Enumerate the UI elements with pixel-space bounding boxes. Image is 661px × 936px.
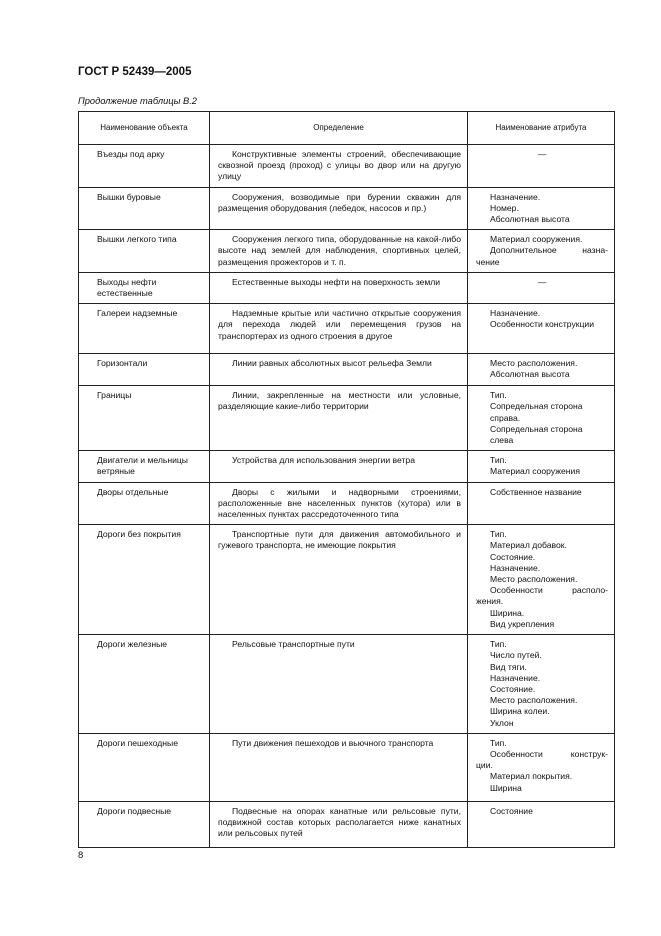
object-name-cell: Двигатели и мельницы ветряные [79, 451, 210, 482]
table-row [79, 272, 615, 303]
object-name-cell: Въезды под арку [79, 145, 210, 188]
page-number: 8 [78, 850, 84, 861]
attribute-item: Ширина колеи. [490, 706, 550, 717]
table-row [79, 635, 615, 734]
attribute-item: Дополнительное назна- [490, 245, 608, 256]
definition-cell: Естественные выходы нефти на поверхность земли [210, 272, 468, 303]
attribute-item: Тип. [490, 390, 507, 401]
object-name-cell: Дороги железные [79, 635, 210, 734]
column-header-object: Наименование объекта [79, 112, 210, 145]
attribute-item: справа. [490, 412, 521, 423]
attribute-item: Назначение. [490, 672, 541, 683]
definition-cell: Линии равных абсолютных высот рельефа Земли [210, 354, 468, 386]
table-row [79, 230, 615, 273]
attribute-cell [468, 386, 615, 451]
attribute-item: Материал сооружения [490, 466, 580, 477]
attribute-item: Материал добавок. [490, 540, 567, 551]
attribute-cell [468, 733, 615, 801]
object-name-cell: Дороги подвесные [79, 801, 210, 847]
attribute-item: Число путей. [490, 650, 542, 661]
attribute-item: Состояние. [490, 683, 536, 694]
object-name-cell: Дороги без покрытия [79, 525, 210, 635]
attribute-cell [468, 801, 615, 847]
column-header-attribute: Наименование атрибута [468, 112, 615, 145]
attribute-item: чение [476, 256, 500, 267]
object-name-cell: Вышки буровые [79, 187, 210, 230]
table-row [79, 187, 615, 230]
attribute-cell [468, 272, 615, 303]
attribute-item: Тип. [490, 455, 507, 466]
object-name-cell: Вышки легкого типа [79, 230, 210, 273]
attribute-item: Абсолютная высота [490, 214, 570, 225]
object-name-cell: Дворы отдельные [79, 482, 210, 525]
attribute-item: — [537, 276, 547, 287]
attribute-item: Особенности располо- [490, 585, 608, 596]
attribute-cell [468, 304, 615, 354]
attribute-item: — [537, 149, 547, 159]
attribute-item: Тип. [490, 529, 507, 540]
attribute-item: Сопредельная сторона [490, 401, 583, 412]
attribute-item: Состояние [490, 805, 533, 816]
definition-cell: Устройства для использования энергии ветра [210, 451, 468, 482]
table-row [79, 386, 615, 451]
table-row [79, 801, 615, 847]
definition-cell: Конструктивные элементы строений, обеспечивающие сквозной проезд (проход) с улицы во двор или на другую улицу [210, 145, 468, 188]
table-row [79, 451, 615, 482]
table-header-row [79, 112, 615, 145]
attribute-item: Назначение. [490, 308, 541, 319]
attribute-item: Состояние. [490, 551, 536, 562]
object-name-cell: Горизонтали [79, 354, 210, 386]
table-caption: Продолжение таблицы В.2 [78, 96, 197, 106]
attribute-item: Ширина [490, 782, 522, 793]
document-title: ГОСТ Р 52439—2005 [78, 66, 192, 78]
attribute-cell [468, 451, 615, 482]
definition-cell: Надземные крытые или частично открытые сооружения для перехода людей или перемещения грузов на транспортерах из одного строения в другое [210, 304, 468, 354]
table-row [79, 482, 615, 525]
attribute-item: Назначение. [490, 562, 541, 573]
definitions-table [78, 111, 615, 848]
object-name-cell: Дороги пешеходные [79, 733, 210, 801]
attribute-cell [468, 354, 615, 386]
definition-cell: Пути движения пешеходов и вьючного транспорта [210, 733, 468, 801]
attribute-item: Место расположения. [490, 574, 578, 585]
table-row [79, 304, 615, 354]
attribute-item: Материал покрытия. [490, 771, 573, 782]
attribute-item: Тип. [490, 639, 507, 650]
table-row [79, 525, 615, 635]
attribute-item: Вид тяги. [490, 661, 527, 672]
attribute-item: Ширина. [490, 607, 525, 618]
attribute-item: Тип. [490, 737, 507, 748]
object-name-cell: Галереи надземные [79, 304, 210, 354]
attribute-item: Номер. [490, 202, 519, 213]
column-header-definition: Определение [210, 112, 468, 145]
attribute-cell [468, 482, 615, 525]
definition-cell: Сооружения легкого типа, оборудованные на какой-либо высоте над землей для наблюдения, спортивных целей, размещения прожекторов и т. п. [210, 230, 468, 273]
table-row [79, 733, 615, 801]
object-name-cell: Выходы нефти естественные [79, 272, 210, 303]
attribute-item: Абсолютная высота [490, 369, 570, 380]
definition-cell: Рельсовые транспортные пути [210, 635, 468, 734]
attribute-item: Сопредельная сторона [490, 423, 583, 434]
definition-cell: Линии, закрепленные на местности или условные, разделяющие какие-либо территории [210, 386, 468, 451]
object-name-cell: Границы [79, 386, 210, 451]
definition-cell: Подвесные на опорах канатные или рельсовые пути, подвижной состав которых располагается ниже канатных или рельсовых путей [210, 801, 468, 847]
attribute-cell [468, 187, 615, 230]
attribute-cell [468, 230, 615, 273]
table-row [79, 354, 615, 386]
attribute-item: слева [490, 435, 514, 446]
attribute-item: Материал сооружения. [490, 234, 583, 245]
attribute-item: Особенности конструк- [490, 748, 608, 759]
attribute-item: жения. [476, 596, 504, 607]
attribute-item: Особенности конструкции [490, 319, 595, 330]
attribute-cell [468, 145, 615, 188]
attribute-item: Назначение. [490, 191, 541, 202]
attribute-item: ции. [476, 760, 493, 771]
definition-cell: Дворы с жилыми и надворными строениями, расположенные вне населенных пунктов (хутора) или в населенных пунктах рассредоточенного типа [210, 482, 468, 525]
attribute-item: Место расположения. [490, 358, 578, 369]
attribute-item: Вид укрепления [490, 618, 555, 629]
attribute-cell [468, 635, 615, 734]
attribute-item: Место расположения. [490, 695, 578, 706]
attribute-item: Собственное название [490, 486, 582, 497]
attribute-cell [468, 525, 615, 635]
definition-cell: Сооружения, возводимые при бурении скважин для размещения оборудования (лебедок, насосов и пр.) [210, 187, 468, 230]
definition-cell: Транспортные пути для движения автомобильного и гужевого транспорта, не имеющие покрытия [210, 525, 468, 635]
attribute-item: Уклон [490, 717, 514, 728]
table-row [79, 145, 615, 188]
